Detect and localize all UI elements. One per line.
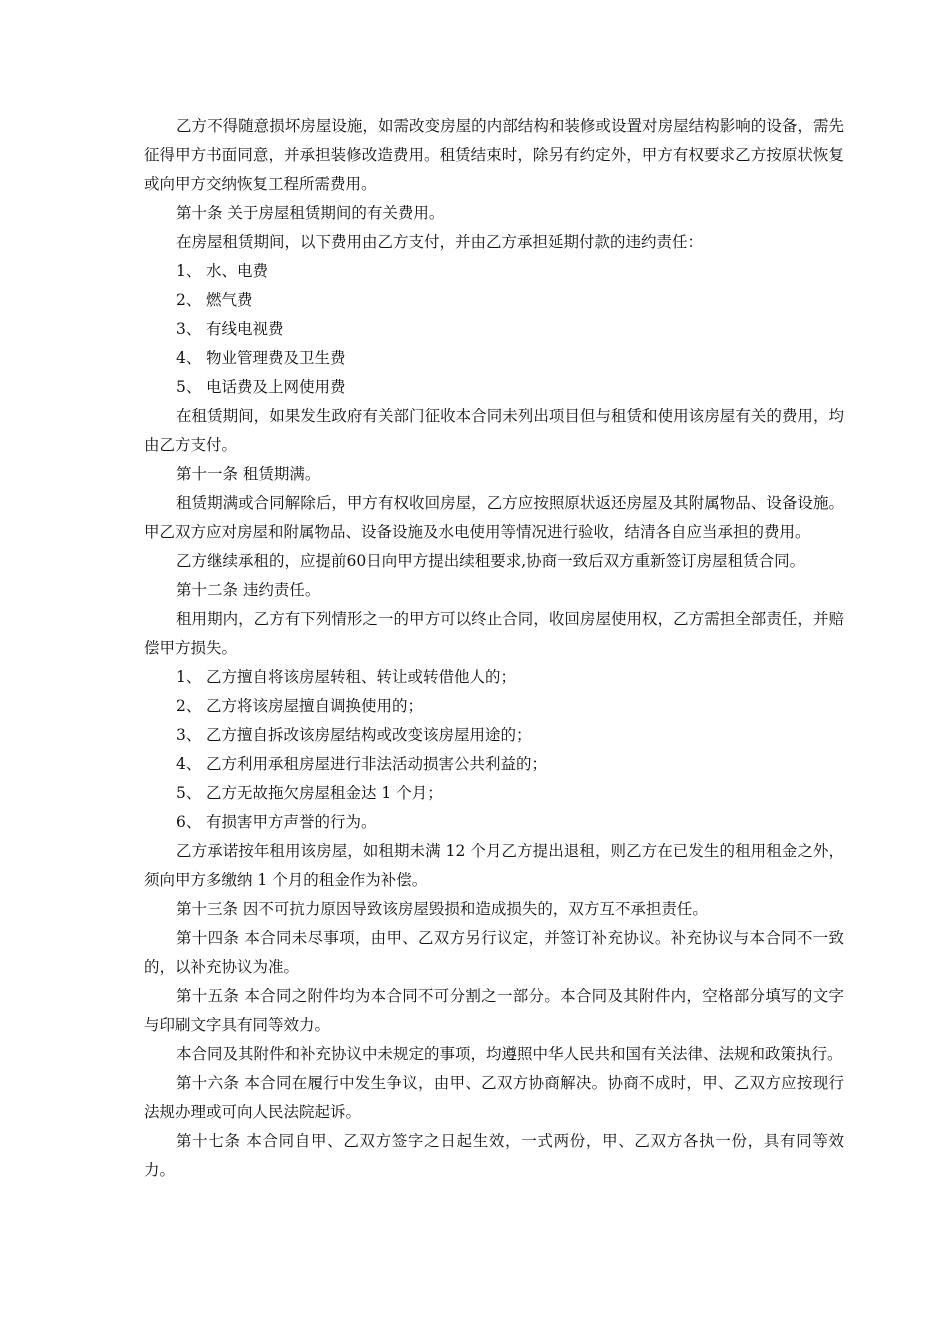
list-number: 2、 [176,291,202,309]
paragraph: 租赁期满或合同解除后，甲方有权收回房屋，乙方应按照原状返还房屋及其附属物品、设备设施。甲乙双方应对房屋和附属物品、设备设施及水电使用等情况进行验收，结清各自应当承担的费用。 [144,494,844,541]
list-number: 5、 [176,378,202,396]
list-item [144,257,844,286]
list-item [144,663,844,692]
paragraph: 租用期内，乙方有下列情形之一的甲方可以终止合同，收回房屋使用权，乙方需担全部责任，并赔偿甲方损失。 [144,610,844,657]
paragraph: 乙方不得随意损坏房屋设施，如需改变房屋的内部结构和装修或设置对房屋结构影响的设备，需先征得甲方书面同意，并承担装修改造费用。租赁结束时，除另有约定外，甲方有权要求乙方按原状恢复或向甲方交纳恢复工程所需费用。 [144,117,844,193]
document-body [144,112,844,1185]
list-text: 电话费及上网使用费 [206,378,346,396]
list-item [144,808,844,837]
list-text: 乙方擅自将该房屋转租、转让或转借他人的； [206,668,517,686]
list-item [144,315,844,344]
list-number: 4、 [176,349,202,367]
list-item [144,692,844,721]
list-text: 乙方将该房屋擅自调换使用的； [206,697,424,715]
article-paragraph: 第十六条 本合同在履行中发生争议，由甲、乙双方协商解决。协商不成时，甲、乙双方应按现行法规办理或可向人民法院起诉。 [144,1074,844,1121]
list-item [144,721,844,750]
list-text: 物业管理费及卫生费 [206,349,346,367]
list-number: 4、 [176,755,202,773]
paragraph: 在房屋租赁期间，以下费用由乙方支付，并由乙方承担延期付款的违约责任： [176,233,704,251]
list-number: 3、 [176,320,202,338]
list-text: 水、电费 [206,262,269,280]
list-text: 有线电视费 [206,320,284,338]
list-item [144,779,844,808]
list-item [144,373,844,402]
list-text: 燃气费 [206,291,253,309]
paragraph: 在租赁期间，如果发生政府有关部门征收本合同未列出项目但与租赁和使用该房屋有关的费用，均由乙方支付。 [144,407,844,454]
article-heading: 第十条 关于房屋租赁期间的有关费用。 [176,204,445,222]
article-paragraph: 第十五条 本合同之附件均为本合同不可分割之一部分。本合同及其附件内，空格部分填写的文字与印刷文字具有同等效力。 [144,987,844,1034]
paragraph: 乙方继续承租的，应提前60日向甲方提出续租要求,协商一致后双方重新签订房屋租赁合同。 [176,552,806,570]
list-number: 1、 [176,262,202,280]
list-number: 5、 [176,784,202,802]
list-item [144,750,844,779]
list-item [144,286,844,315]
list-text: 乙方无故拖欠房屋租金达 1 个月； [206,784,443,802]
paragraph: 乙方承诺按年租用该房屋，如租期未满 12 个月乙方提出退租，则乙方在已发生的租用租金之外，须向甲方多缴纳 1 个月的租金作为补偿。 [144,842,844,889]
paragraph: 本合同及其附件和补充协议中未规定的事项，均遵照中华人民共和国有关法律、法规和政策执行。 [176,1045,843,1063]
list-item [144,344,844,373]
article-paragraph: 第十七条 本合同自甲、乙双方签字之日起生效，一式两份，甲、乙双方各执一份，具有同等效力。 [144,1132,844,1179]
list-number: 2、 [176,697,202,715]
list-text: 乙方擅自拆改该房屋结构或改变该房屋用途的； [206,726,532,744]
article-paragraph: 第十四条 本合同未尽事项，由甲、乙双方另行议定，并签订补充协议。补充协议与本合同不一致的，以补充协议为准。 [144,929,844,976]
article-heading: 第十一条 租赁期满。 [176,465,321,483]
list-number: 3、 [176,726,202,744]
list-text: 乙方利用承租房屋进行非法活动损害公共利益的； [206,755,548,773]
list-text: 有损害甲方声誉的行为。 [206,813,377,831]
list-number: 6、 [176,813,202,831]
article-heading: 第十二条 违约责任。 [176,581,321,599]
article-paragraph: 第十三条 因不可抗力原因导致该房屋毁损和造成损失的，双方互不承担责任。 [176,900,708,918]
list-number: 1、 [176,668,202,686]
